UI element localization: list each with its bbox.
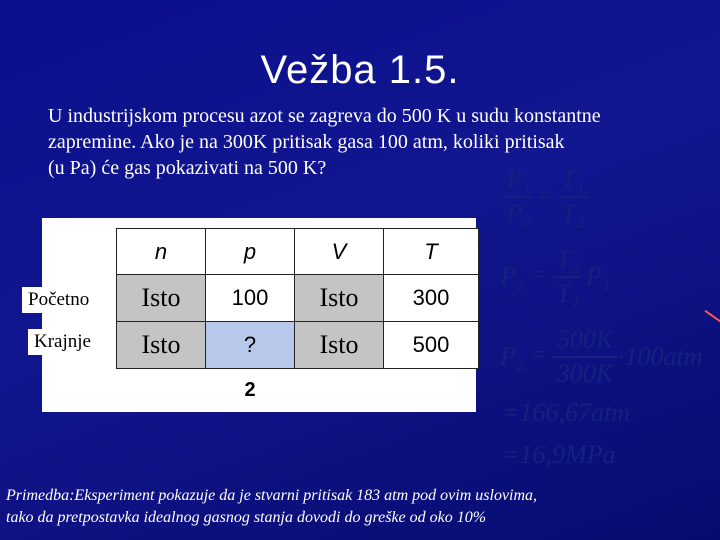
formula-2-equals: = [532, 262, 546, 288]
formula-4: =166,67atm [502, 398, 631, 427]
cell-n-final: Isto [117, 322, 206, 369]
problem-line: U industrijskom procesu azot se zagreva do 500 K u sudu konstantne [48, 105, 601, 127]
cell-t-final: 500 [384, 322, 479, 369]
footnote [6, 485, 720, 529]
table-footer-number: 2 [244, 378, 256, 401]
problem-line: zapremine. Ako je na 300K pritisak gasa 100 atm, koliki pritisak [48, 131, 565, 153]
formula-1-left-num: P₁ [506, 165, 532, 194]
formula-3-mult: ·100atm [618, 342, 703, 371]
header-p: p [206, 229, 295, 275]
cell-v-initial: Isto [295, 275, 384, 322]
state-table [116, 228, 479, 411]
row-label-final: Krajnje [28, 329, 97, 355]
formula-3-lhs: P₂ [500, 342, 525, 371]
table-header-row [117, 229, 479, 275]
formula-1-right [558, 166, 588, 228]
formula-3-num: 500K [556, 325, 614, 354]
formula-1-left-den: P₂ [506, 199, 532, 228]
formula-1-equals: = [538, 183, 552, 209]
table-row [117, 275, 479, 322]
cell-n-initial: Isto [117, 275, 206, 322]
formula-1-right-num: T₁ [561, 165, 585, 194]
formula-2-num: T₂ [556, 245, 580, 274]
formula-1-right-den: T₂ [561, 199, 585, 228]
formula-2-fraction [554, 246, 582, 308]
formula-2-lhs: P₂ [500, 262, 525, 291]
formula-3-den: 300K [556, 359, 614, 388]
cell-v-final: Isto [295, 322, 384, 369]
formula-3-equals: = [532, 342, 546, 368]
formula-1-left [506, 166, 532, 228]
problem-line: (u Pa) će gas pokazivati na 500 K? [48, 157, 327, 179]
cell-t-initial: 300 [384, 275, 479, 322]
slide-title: Vežba 1.5. [260, 48, 460, 92]
header-n: n [117, 229, 206, 275]
cell-p-initial: 100 [206, 275, 295, 322]
header-v: V [295, 229, 384, 275]
table-footer-row [117, 369, 479, 412]
footnote-line: tako da pretpostavka idealnog gasnog stanja dovodi do greške od oko 10% [6, 509, 487, 526]
formula-3-fraction [552, 326, 618, 388]
formula-2-mult: P₁ [586, 262, 611, 291]
header-t: T [384, 229, 479, 275]
cell-p-final: ? [206, 322, 295, 369]
formula-5: =16,9MPa [502, 440, 616, 469]
problem-text [48, 103, 718, 181]
formula-2-den: T₁ [556, 279, 580, 308]
row-label-initial: Početno [22, 287, 95, 313]
table-row [117, 322, 479, 369]
footnote-line: Primedba:Eksperiment pokazuje da je stvarni pritisak 183 atm pod ovim uslovima, [6, 487, 538, 504]
decorative-line [704, 310, 720, 324]
